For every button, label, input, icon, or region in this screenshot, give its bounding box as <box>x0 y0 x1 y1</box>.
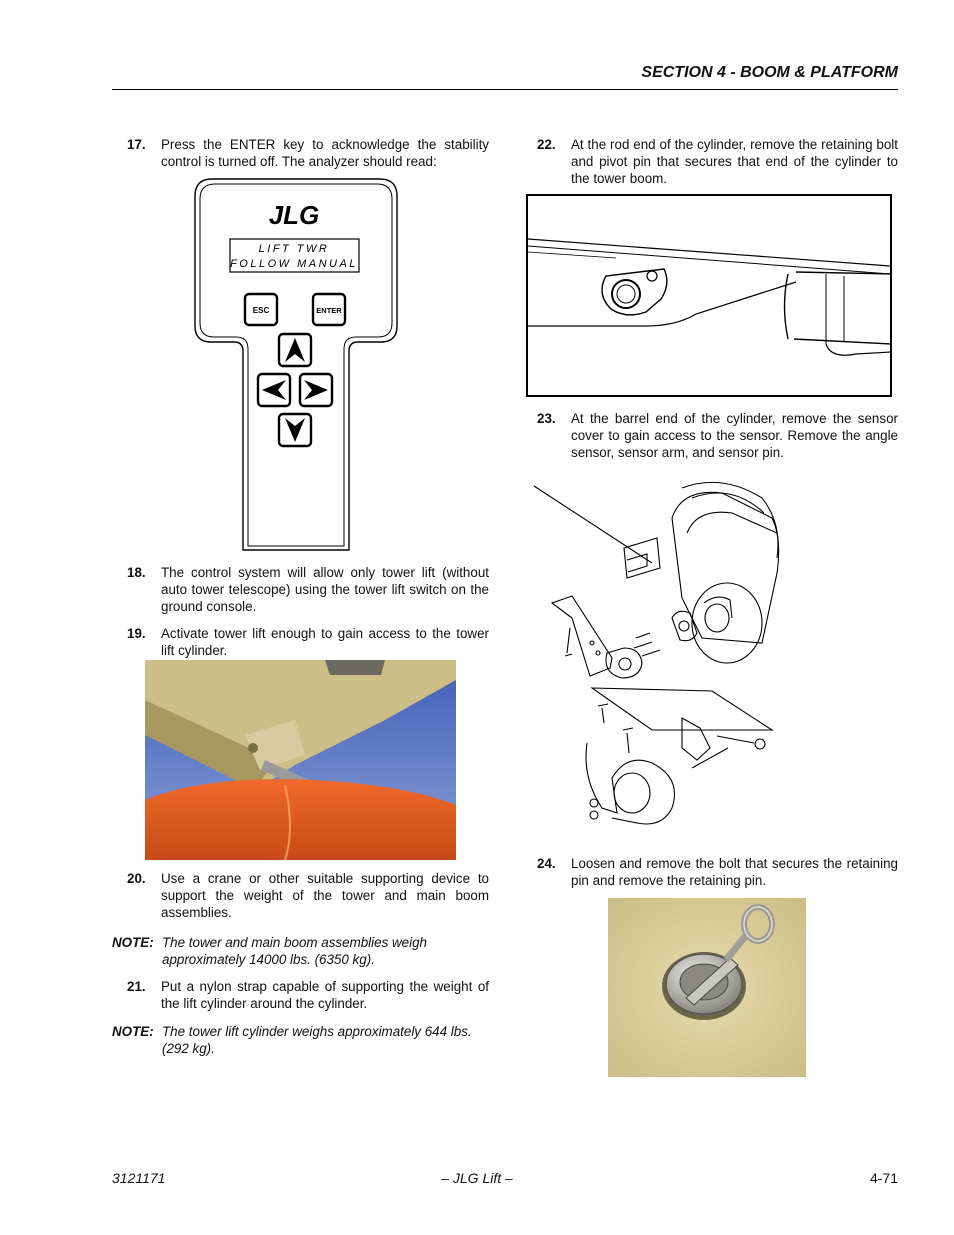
note-weight-boom <box>112 934 489 968</box>
step-text: Loosen and remove the bolt that secures the retaining pin and remove the retaining pin. <box>571 856 898 888</box>
note-label: NOTE: <box>112 1024 154 1039</box>
enter-button[interactable] <box>313 294 345 325</box>
up-arrow-icon[interactable] <box>279 334 311 366</box>
step-number: 23. <box>537 411 556 426</box>
display-line-1: LIFT TWR <box>258 243 330 255</box>
step-text: Put a nylon strap capable of supporting the weight of the lift cylinder around the cylinder. <box>161 979 489 1011</box>
page-number: 4-71 <box>869 1170 898 1186</box>
note-text: The tower and main boom assemblies weigh approximately 14000 lbs. (6350 kg). <box>162 935 427 967</box>
step-text: At the rod end of the cylinder, remove the retaining bolt and pivot pin that secures that end of the cylinder to the tower boom. <box>571 137 898 186</box>
doc-number: 3121171 <box>112 1170 166 1186</box>
jlg-logo: JLG <box>268 200 320 230</box>
step-18 <box>127 564 489 615</box>
note-text: The tower lift cylinder weighs approximately 644 lbs. (292 kg). <box>162 1024 472 1056</box>
step-number: 17. <box>127 137 146 152</box>
step-24 <box>537 855 898 889</box>
step-text: Press the ENTER key to acknowledge the stability control is turned off. The analyzer should read: <box>161 137 489 169</box>
step-21 <box>127 978 489 1012</box>
step-number: 20. <box>127 871 146 886</box>
down-arrow-icon[interactable] <box>279 414 311 446</box>
tower-lift-cylinder-photo <box>145 660 456 860</box>
header-rule <box>112 89 898 90</box>
sensor-exploded-drawing <box>532 478 782 830</box>
step-number: 22. <box>537 137 556 152</box>
step-20 <box>127 870 489 921</box>
step-number: 18. <box>127 565 146 580</box>
step-17 <box>127 136 489 170</box>
left-arrow-icon[interactable] <box>258 374 290 406</box>
esc-button[interactable] <box>245 294 277 325</box>
step-text: Use a crane or other suitable supporting device to support the weight of the tower and main boom assemblies. <box>161 871 489 920</box>
step-number: 24. <box>537 856 556 871</box>
step-text: Activate tower lift enough to gain access to the tower lift cylinder. <box>161 626 489 658</box>
retaining-pin-photo <box>608 898 806 1077</box>
rod-end-drawing <box>526 194 892 397</box>
enter-label: ENTER <box>316 306 342 315</box>
analyzer-figure <box>194 178 398 552</box>
step-23 <box>537 410 898 461</box>
footer-center: – JLG Lift – <box>441 1170 513 1186</box>
step-19 <box>127 625 489 659</box>
right-arrow-icon[interactable] <box>300 374 332 406</box>
note-label: NOTE: <box>112 935 154 950</box>
step-text: At the barrel end of the cylinder, remove the sensor cover to gain access to the sensor. Remove the angle sensor, sensor arm, and sensor pin. <box>571 411 898 460</box>
note-weight-cylinder <box>112 1023 489 1057</box>
section-header: SECTION 4 - BOOM & PLATFORM <box>641 64 898 81</box>
esc-label: ESC <box>252 306 270 315</box>
step-number: 21. <box>127 979 146 994</box>
display-line-2: FOLLOW MANUAL <box>230 258 358 270</box>
step-text: The control system will allow only tower lift (without auto tower telescope) using the tower lift switch on the ground console. <box>161 565 489 614</box>
step-number: 19. <box>127 626 146 641</box>
step-22 <box>537 136 898 187</box>
